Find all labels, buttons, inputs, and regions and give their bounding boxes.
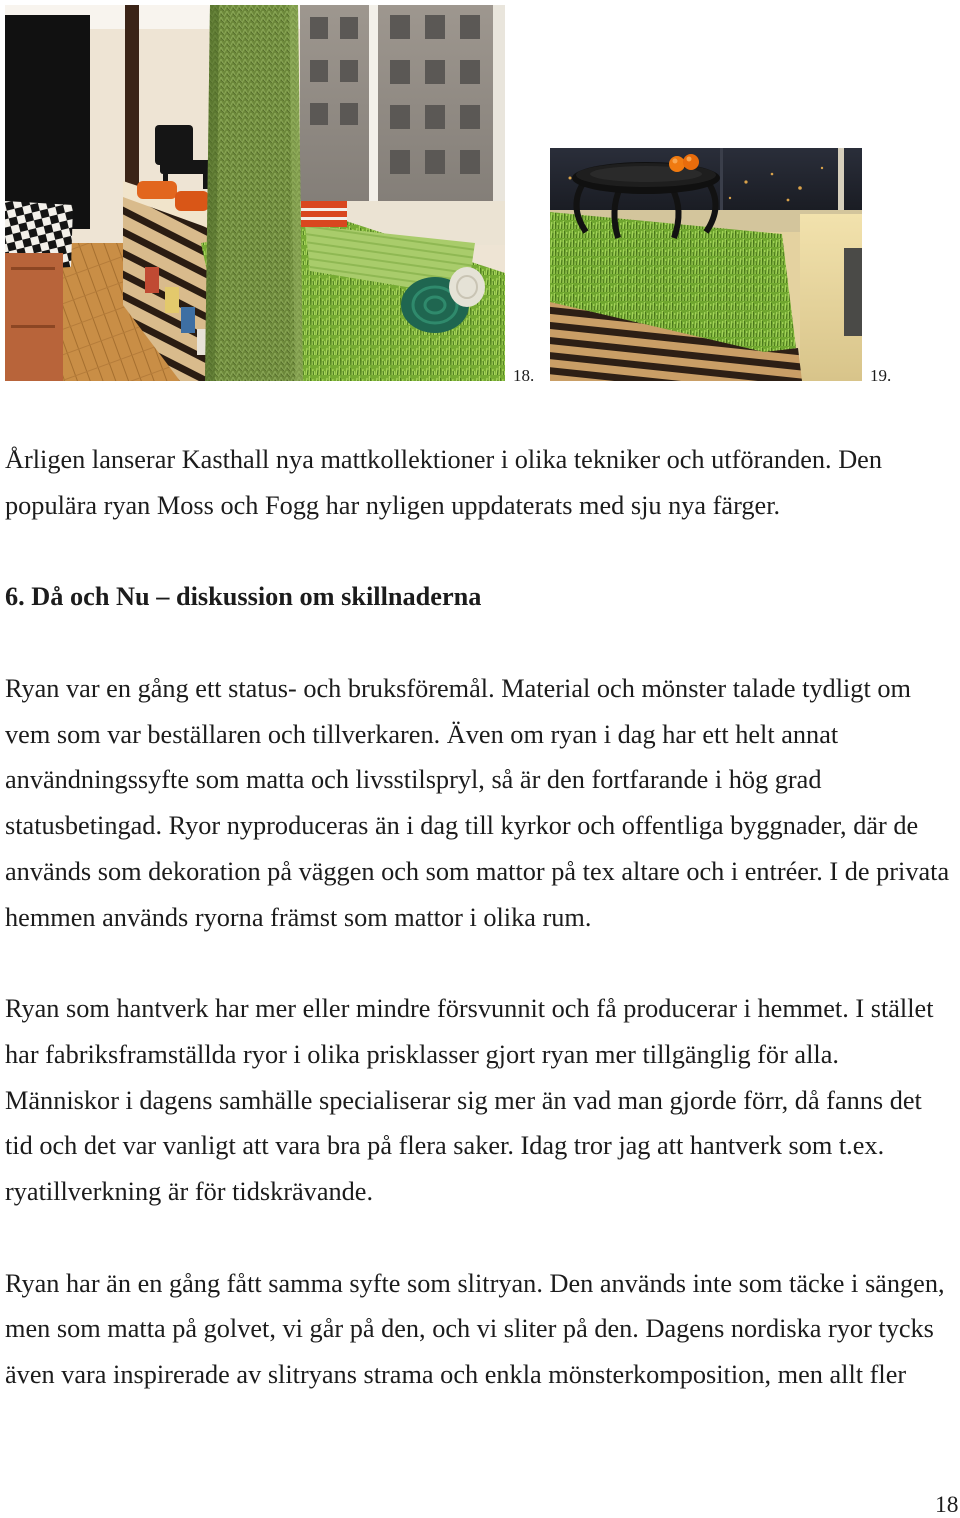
paragraph-line: statusbetingad. Ryor nyproduceras än i dag till kyrkor och offentliga byggnader, där de	[5, 811, 919, 840]
paragraph-line: Ryan har än en gång fått samma syfte som slitryan. Den används inte som täcke i sängen,	[5, 1268, 945, 1298]
paragraph-line: hemmen används ryorna främst som mattor i olika rum.	[5, 902, 592, 932]
table-illustration	[550, 148, 862, 381]
photo-table-on-rug	[550, 148, 862, 381]
red-striped-rug	[301, 201, 347, 227]
paragraph-line: Ryan som hantverk har mer eller mindre försvunnit och få producerar i hemmet. I stället	[5, 994, 934, 1023]
paragraph-intro	[5, 437, 957, 529]
paragraph-line: men som matta på golvet, vi går på den, och vi sliter på den. Dagens nordiska ryor tycks	[5, 1314, 934, 1344]
paragraph	[5, 986, 957, 1215]
dark-panel	[844, 248, 862, 336]
paragraph-line: tid och det var vanligt att vara bra på flera saker. Idag tror jag att hantverk som t.ex.	[5, 1131, 885, 1161]
body-text	[5, 437, 957, 1444]
paragraph	[5, 666, 957, 941]
black-panel	[5, 15, 90, 229]
figure-caption: 18.	[513, 366, 535, 385]
white-rolled-rug	[449, 267, 485, 307]
paragraph-line: Människor i dagens samhälle specialiserar sig mer än vad man gjorde förr, då fanns det	[5, 1085, 922, 1115]
paragraph-line: ryatillverkning är för tidskrävande.	[5, 1177, 374, 1206]
paragraph-line: populära ryan Moss och Fogg har nyligen uppdaterats med sju nya färger.	[5, 490, 781, 520]
section-heading: 6. Då och Nu – diskussion om skillnaderna	[5, 582, 482, 612]
paragraph-line: Ryan var en gång ett status- och bruksföremål. Material och mönster talade tydligt om	[5, 673, 911, 703]
paragraph-line: Årligen lanserar Kasthall nya mattkollektioner i olika tekniker och utföranden. Den	[5, 445, 883, 474]
wooden-post	[125, 5, 139, 191]
paragraph-line: även vara inspirerade av slitryans strama och enkla mönsterkomposition, men allt fler	[5, 1360, 907, 1389]
green-rug-column	[205, 5, 303, 381]
paragraph-line: vem som var beställaren och tillverkaren. Även om ryan i dag har ett helt annat	[5, 719, 839, 749]
orange-cabinet	[5, 253, 63, 381]
paragraph	[5, 1261, 957, 1398]
page-number: 18	[935, 1492, 959, 1518]
paragraph-line: användningssyfte som matta och livsstilspryl, så är den fortfarande i hög grad	[5, 765, 822, 795]
photo-showroom-rugs	[5, 5, 505, 381]
figure-caption: 19.	[870, 366, 892, 385]
paragraph-line: används som dekoration på väggen och som mattor på tex altare och i entréer. I de privata	[5, 856, 950, 886]
showroom-illustration	[5, 5, 505, 381]
paragraph-line: har fabriksframställda ryor i olika prisklasser gjort ryan mer tillgänglig för alla.	[5, 1039, 839, 1069]
